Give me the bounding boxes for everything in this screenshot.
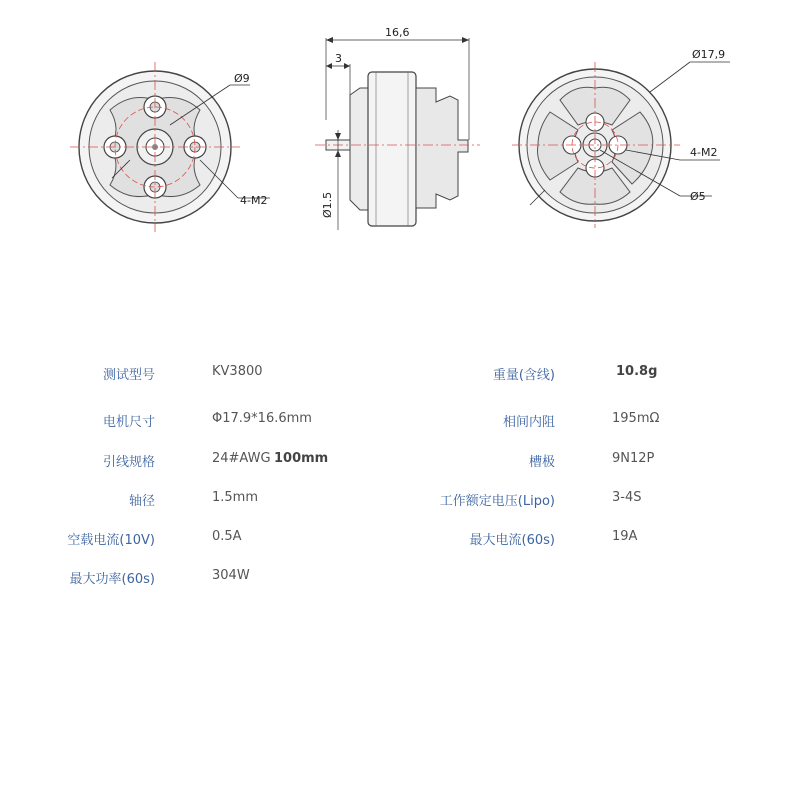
spec-label-resistance: 相间内阻 [502,415,555,430]
spec-label-model: 测试型号 [102,368,155,383]
rear-center-label: Ø5 [690,190,706,203]
spec-label-shaft: 轴径 [128,494,155,509]
spec-value-weight: 10.8g [616,364,658,379]
front-screw-label: 4-M2 [240,194,268,207]
front-diameter-label: Ø9 [234,72,250,85]
spec-value-max-current: 19A [612,529,638,544]
spec-value-noload-current: 0.5A [212,529,242,544]
spec-label-voltage: 工作额定电压(Lipo) [439,494,555,509]
spec-label-size: 电机尺寸 [102,415,155,430]
spec-value-wire: 24#AWG [212,451,271,466]
spec-label-max-power: 最大功率(60s) [69,572,155,587]
rear-screw-label: 4-M2 [690,146,718,159]
spec-label-weight: 重量(含线) [492,368,555,383]
spec-value-max-power: 304W [212,568,250,583]
spec-label-wire: 引线规格 [102,455,155,470]
rear-diameter-label: Ø17,9 [692,48,726,61]
spec-value-model: KV3800 [212,364,263,379]
spec-value-resistance: 195mΩ [612,411,660,426]
spec-value-size: Φ17.9*16.6mm [212,411,312,426]
side-view [315,26,480,230]
spec-value-shaft: 1.5mm [212,490,259,505]
spec-label-max-current: 最大电流(60s) [469,533,555,548]
spec-value-wire-length: 100mm [274,451,329,466]
technical-drawing [0,0,800,300]
rear-view [512,48,730,228]
spec-label-slot-pole: 槽极 [528,455,555,470]
side-offset-label: 3 [335,52,342,65]
spec-label-noload-current: 空载电流(10V) [67,533,155,548]
front-view [70,62,270,232]
spec-value-slot-pole: 9N12P [612,451,655,466]
spec-value-voltage: 3-4S [612,490,642,505]
side-length-label: 16,6 [385,26,410,39]
shaft-diameter-label: Ø1.5 [321,191,334,218]
